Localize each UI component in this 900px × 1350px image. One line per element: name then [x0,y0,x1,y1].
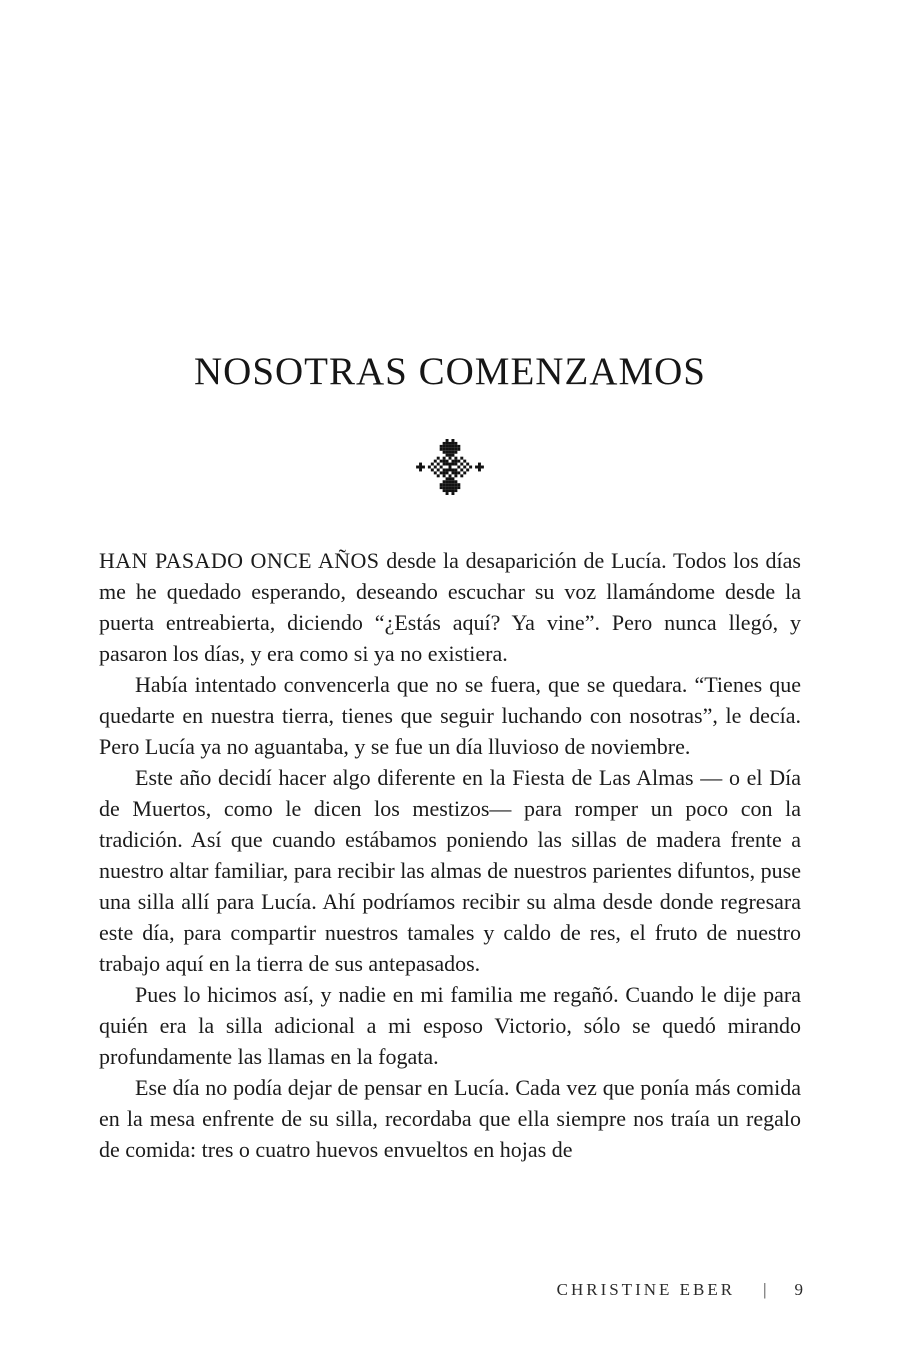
page-footer [557,1280,803,1300]
footer-separator: | [763,1280,767,1299]
ornament-container [0,439,900,495]
paragraph: Había intentado convencerla que no se fuera, que se quedara. “Tienes que quedarte en nuestra tierra, tienes que seguir luchando con nosotras”, le decía. Pero Lucía ya no aguantaba, y se fue un día lluvioso de noviembre. [99,672,801,759]
paragraph-opening [99,545,801,669]
author-name: CHRISTINE EBER [556,1280,736,1299]
textile-ornament-icon [416,439,484,495]
paragraph: Ese día no podía dejar de pensar en Lucía. Cada vez que ponía más comida en la mesa enfrente de su silla, recordaba que ella siempre nos traía un regalo de comida: tres o cuatro huevos envueltos en hojas de [99,1075,801,1162]
chapter-title: NOSOTRAS COMENZAMOS [194,350,706,393]
chapter-body [99,545,801,1165]
page-number: 9 [794,1280,803,1299]
paragraph-text: desde la desaparición de Lucía. Todos los días me he quedado esperando, deseando escuchar su voz llamándome desde la puerta entreabierta, diciendo “¿Estás aquí? Ya vine”. Pero nunca llegó, y pasaron los días, y era como si ya no existiera. [99,548,801,666]
paragraph: Pues lo hicimos así, y nadie en mi familia me regañó. Cuando le dije para quién era la silla adicional a mi esposo Victorio, sólo se quedó mirando profundamente las llamas en la fogata. [99,982,801,1069]
opening-phrase: HAN PASADO ONCE AÑOS [99,548,380,573]
paragraph: Este año decidí hacer algo diferente en la Fiesta de Las Almas — o el Día de Muertos, como le dicen los mestizos— para romper un poco con la tradición. Así que cuando estábamos poniendo las sillas de madera frente a nuestro altar familiar, para recibir las almas de nuestros parientes difuntos, puse una silla allí para Lucía. Ahí podríamos recibir su alma desde donde regresara este día, para compartir nuestros tamales y caldo de res, el fruto de nuestro trabajo aquí en la tierra de sus antepasados. [99,765,801,976]
